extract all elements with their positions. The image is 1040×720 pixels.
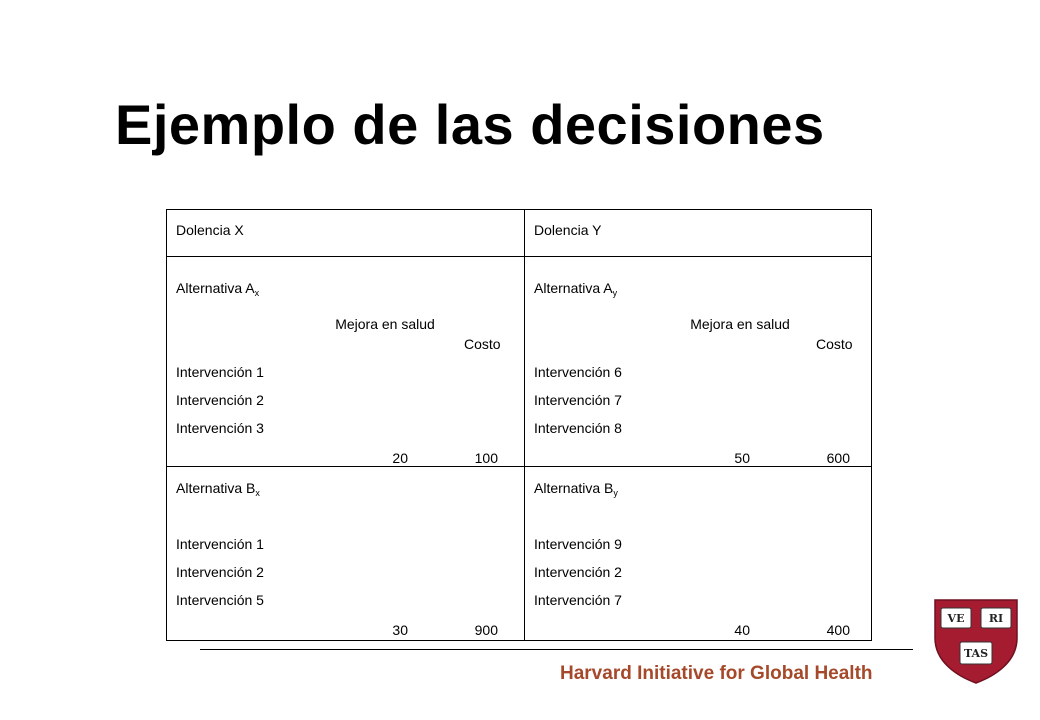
costo-header: Costo [816, 336, 853, 352]
slide-title: Ejemplo de las decisiones [115, 93, 825, 156]
alternativa-by-label: Alternativa $B_y$ [534, 480, 618, 498]
alternativa-ax-label: Alternativa $A_x$ [176, 280, 260, 298]
harvard-shield-logo [931, 598, 1021, 684]
cost-total: 400 [826, 622, 850, 638]
intervention-cell: Intervención 7 [534, 392, 622, 408]
logo-book-text: VE [947, 612, 965, 625]
cost-total: 100 [474, 450, 498, 466]
intervention-cell: Intervención 7 [534, 592, 622, 608]
header-dolencia-y: Dolencia Y [534, 222, 602, 238]
intervention-cell: Intervención 2 [176, 564, 264, 580]
cost-total: 900 [474, 622, 498, 638]
cost-total: 600 [826, 450, 850, 466]
intervention-cell: Intervención 1 [176, 536, 264, 552]
header-dolencia-x: Dolencia X [176, 222, 244, 238]
health-total: 50 [734, 450, 750, 466]
footer-text: Harvard Initiative for Global Health [560, 663, 873, 684]
row-divider [167, 256, 871, 257]
alternativa-bx-label: Alternativa $B_x$ [176, 480, 260, 498]
costo-header: Costo [464, 336, 501, 352]
health-total: 40 [734, 622, 750, 638]
footer-divider [200, 649, 913, 650]
intervention-cell: Intervención 2 [176, 392, 264, 408]
intervention-cell: Intervención 6 [534, 364, 622, 380]
intervention-cell: Intervención 5 [176, 592, 264, 608]
intervention-cell: Intervención 9 [534, 536, 622, 552]
mejora-en-salud-header: Mejora en salud [690, 316, 790, 332]
logo-book-text: RI [988, 612, 1004, 625]
intervention-cell: Intervención 8 [534, 420, 622, 436]
alternativa-ay-label: Alternativa $A_y$ [534, 280, 618, 298]
health-total: 30 [392, 622, 408, 638]
decision-table [166, 209, 872, 641]
intervention-cell: Intervención 1 [176, 364, 264, 380]
row-divider [167, 466, 871, 467]
intervention-cell: Intervención 2 [534, 564, 622, 580]
mejora-en-salud-header: Mejora en salud [335, 316, 435, 332]
column-divider [524, 210, 525, 640]
logo-book-text: TAS [963, 647, 989, 660]
intervention-cell: Intervención 3 [176, 420, 264, 436]
health-total: 20 [392, 450, 408, 466]
